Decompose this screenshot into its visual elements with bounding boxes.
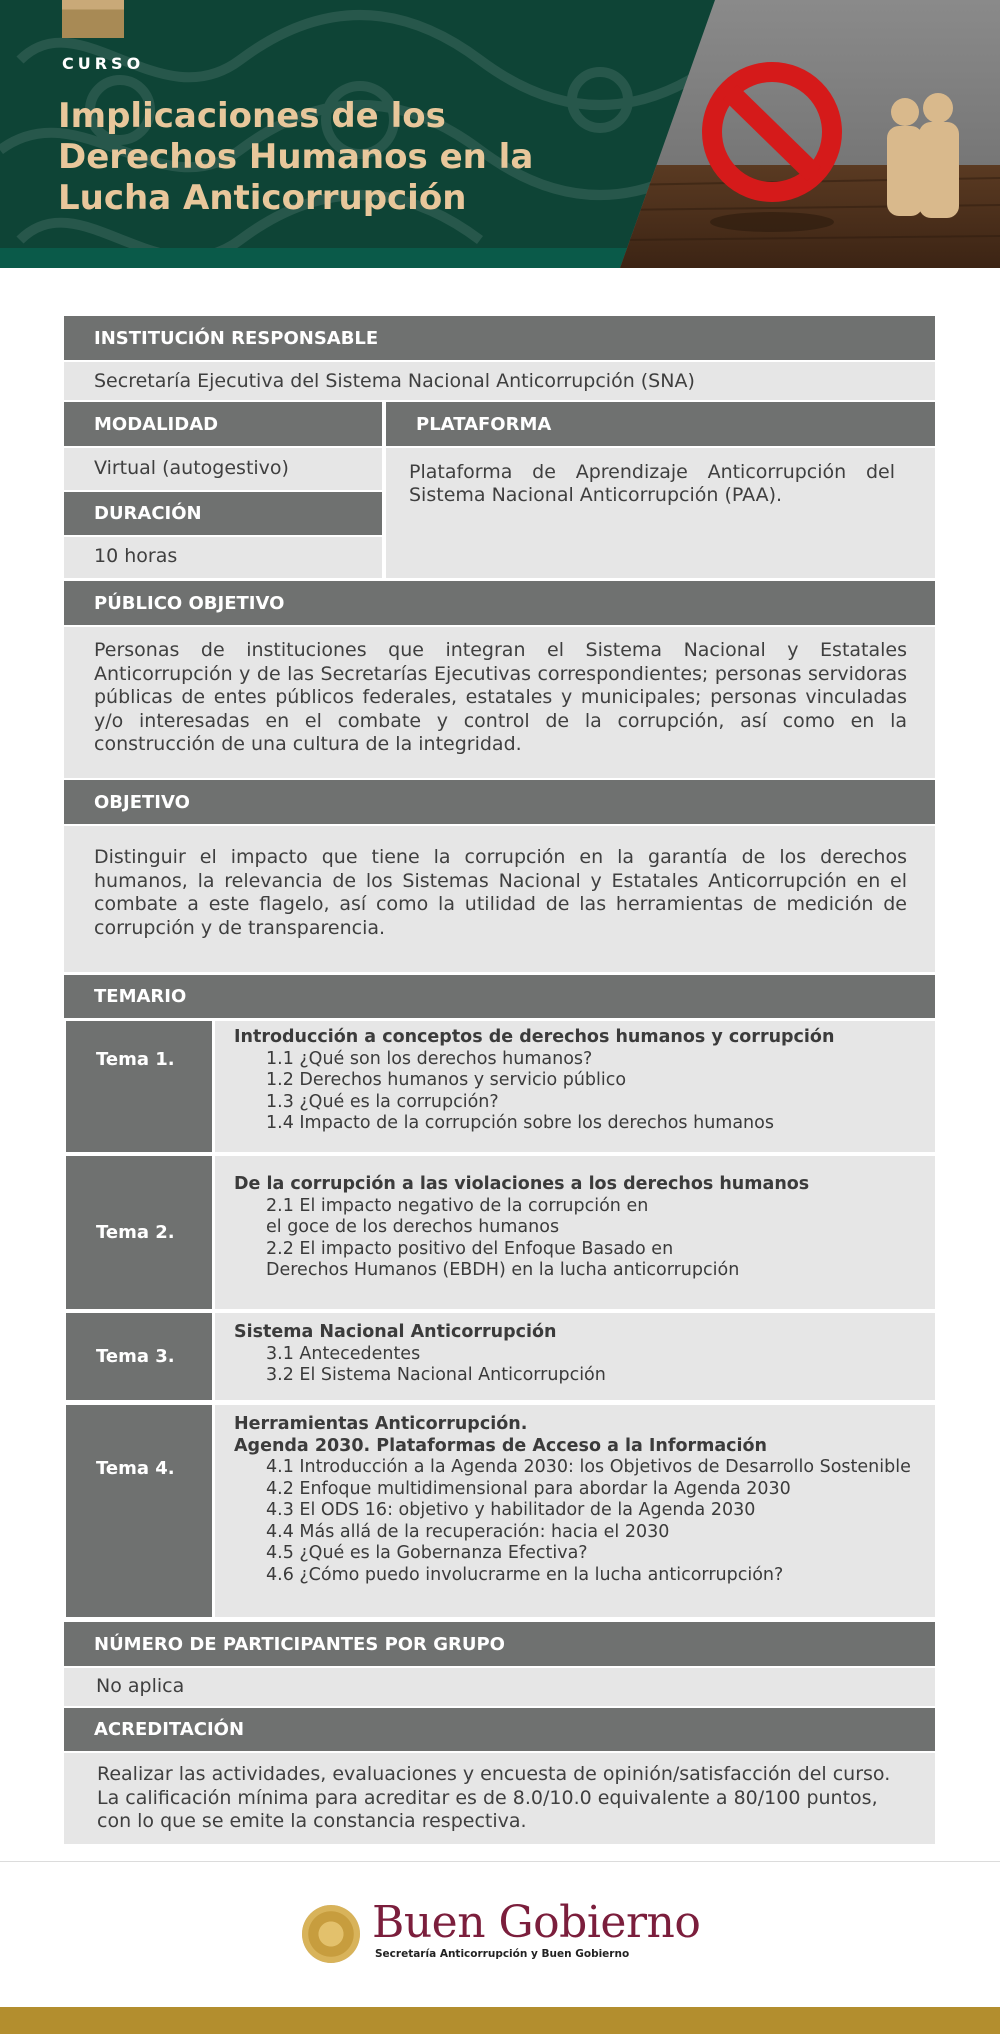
participants-heading: NÚMERO DE PARTICIPANTES POR GRUPO	[64, 1622, 935, 1666]
duration-heading: DURACIÓN	[64, 492, 382, 535]
course-label: CURSO	[62, 54, 145, 73]
tema-3-content	[215, 1313, 935, 1400]
brand-subtitle: Secretaría Anticorrupción y Buen Gobierno	[375, 1948, 630, 1960]
tema-1-label: Tema 1.	[66, 1021, 212, 1152]
platform-heading: PLATAFORMA	[386, 402, 935, 446]
tema-4-item: 4.2 Enfoque multidimensional para abordar la Agenda 2030	[266, 1478, 791, 1499]
accreditation-value: Realizar las actividades, evaluaciones y encuesta de opinión/satisfacción del curso. La calificación mínima para acreditar es de 8.0/10.0 equivalente a 80/100 puntos, con lo que se emite la constancia respectiva.	[97, 1763, 891, 1832]
tema-3-item: 3.2 El Sistema Nacional Anticorrupción	[266, 1365, 606, 1385]
tema-4-item: 4.3 El ODS 16: objetivo y habilitador de la Agenda 2030	[266, 1500, 756, 1520]
accreditation-heading: ACREDITACIÓN	[64, 1708, 935, 1751]
footer-divider	[0, 1861, 1000, 1862]
institution-heading: INSTITUCIÓN RESPONSABLE	[64, 316, 935, 360]
tema-4-item: 4.4 Más allá de la recuperación: hacia el 2030	[266, 1521, 670, 1542]
tema-2-item: el goce de los derechos humanos	[266, 1217, 560, 1237]
tema-4-subtitle: Agenda 2030. Plataformas de Acceso a la Información	[234, 1435, 768, 1456]
audience-heading: PÚBLICO OBJETIVO	[64, 581, 935, 625]
objective-value: Distinguir el impacto que tiene la corrupción en la garantía de los derechos humanos, la relevancia de los Sistemas Nacional y Estatales Anticorrupción en el combate a este flagelo, así como la utilidad de las herramientas de medición de corrupción y de transparencia.	[94, 846, 907, 939]
gold-accent	[62, 0, 124, 38]
duration-cell	[64, 537, 382, 578]
duration-value: 10 horas	[94, 545, 178, 567]
tema-1-content	[215, 1021, 935, 1152]
tema-1-item: 1.4 Impacto de la corrupción sobre los derechos humanos	[266, 1113, 774, 1133]
tema-4-label: Tema 4.	[66, 1405, 212, 1617]
objective-heading: OBJETIVO	[64, 780, 935, 824]
tema-1-item: 1.2 Derechos humanos y servicio público	[266, 1070, 627, 1090]
course-title: Implicaciones de los Derechos Humanos en la Lucha Anticorrupción	[58, 96, 534, 218]
institution-value: Secretaría Ejecutiva del Sistema Nacional Anticorrupción (SNA)	[94, 370, 695, 392]
platform-cell	[386, 448, 935, 578]
tema-2-content	[215, 1156, 935, 1309]
tema-3-label: Tema 3.	[66, 1313, 212, 1400]
tema-4-item: 4.1 Introducción a la Agenda 2030: los Objetivos de Desarrollo Sostenible	[266, 1457, 911, 1477]
platform-value: Plataforma de Aprendizaje Anticorrupción del Sistema Nacional Anticorrupción (PAA).	[409, 461, 895, 506]
tema-3-item: 3.1 Antecedentes	[266, 1343, 421, 1364]
audience-value: Personas de instituciones que integran el Sistema Nacional y Estatales Anticorrupción y de las Secretarías Ejecutivas correspondientes; personas servidoras públicas de entes públicos federales, estatales y municipales; personas vinculadas y/o interesadas en el combate y control de la corrupción, así como en la construcción de una cultura de la integridad.	[94, 639, 907, 755]
national-seal-icon	[302, 1905, 360, 1963]
tema-4-item: 4.6 ¿Cómo puedo involucrarme en la lucha anticorrupción?	[266, 1564, 784, 1585]
course-header	[0, 0, 1000, 268]
tema-4-title: Herramientas Anticorrupción.	[234, 1414, 528, 1434]
modality-value: Virtual (autogestivo)	[94, 457, 289, 479]
modality-heading: MODALIDAD	[64, 402, 382, 446]
tema-2-item: 2.2 El impacto positivo del Enfoque Basado en	[266, 1238, 674, 1259]
modality-cell	[64, 448, 382, 490]
tema-2-title: De la corrupción a las violaciones a los derechos humanos	[234, 1174, 810, 1194]
accreditation-cell	[64, 1753, 935, 1844]
tema-2-label: Tema 2.	[66, 1156, 212, 1309]
tema-1-item: 1.1 ¿Qué son los derechos humanos?	[266, 1048, 593, 1069]
footer-bar	[0, 2007, 1000, 2034]
syllabus-heading: TEMARIO	[64, 975, 935, 1018]
participants-cell	[64, 1668, 935, 1706]
objective-cell	[64, 826, 935, 972]
tema-2-item: Derechos Humanos (EBDH) en la lucha anticorrupción	[266, 1260, 740, 1280]
tema-1-title: Introducción a conceptos de derechos humanos y corrupción	[234, 1027, 835, 1047]
tema-2-item: 2.1 El impacto negativo de la corrupción en	[266, 1195, 649, 1216]
institution-cell	[64, 362, 935, 400]
tema-3-title: Sistema Nacional Anticorrupción	[234, 1322, 557, 1342]
brand-logo-text: Buen Gobierno	[372, 1897, 701, 1948]
participants-value: No aplica	[96, 1675, 185, 1697]
tema-4-content	[215, 1405, 935, 1617]
audience-cell	[64, 627, 935, 778]
tema-4-item: 4.5 ¿Qué es la Gobernanza Efectiva?	[266, 1543, 588, 1563]
tema-1-item: 1.3 ¿Qué es la corrupción?	[266, 1091, 499, 1112]
